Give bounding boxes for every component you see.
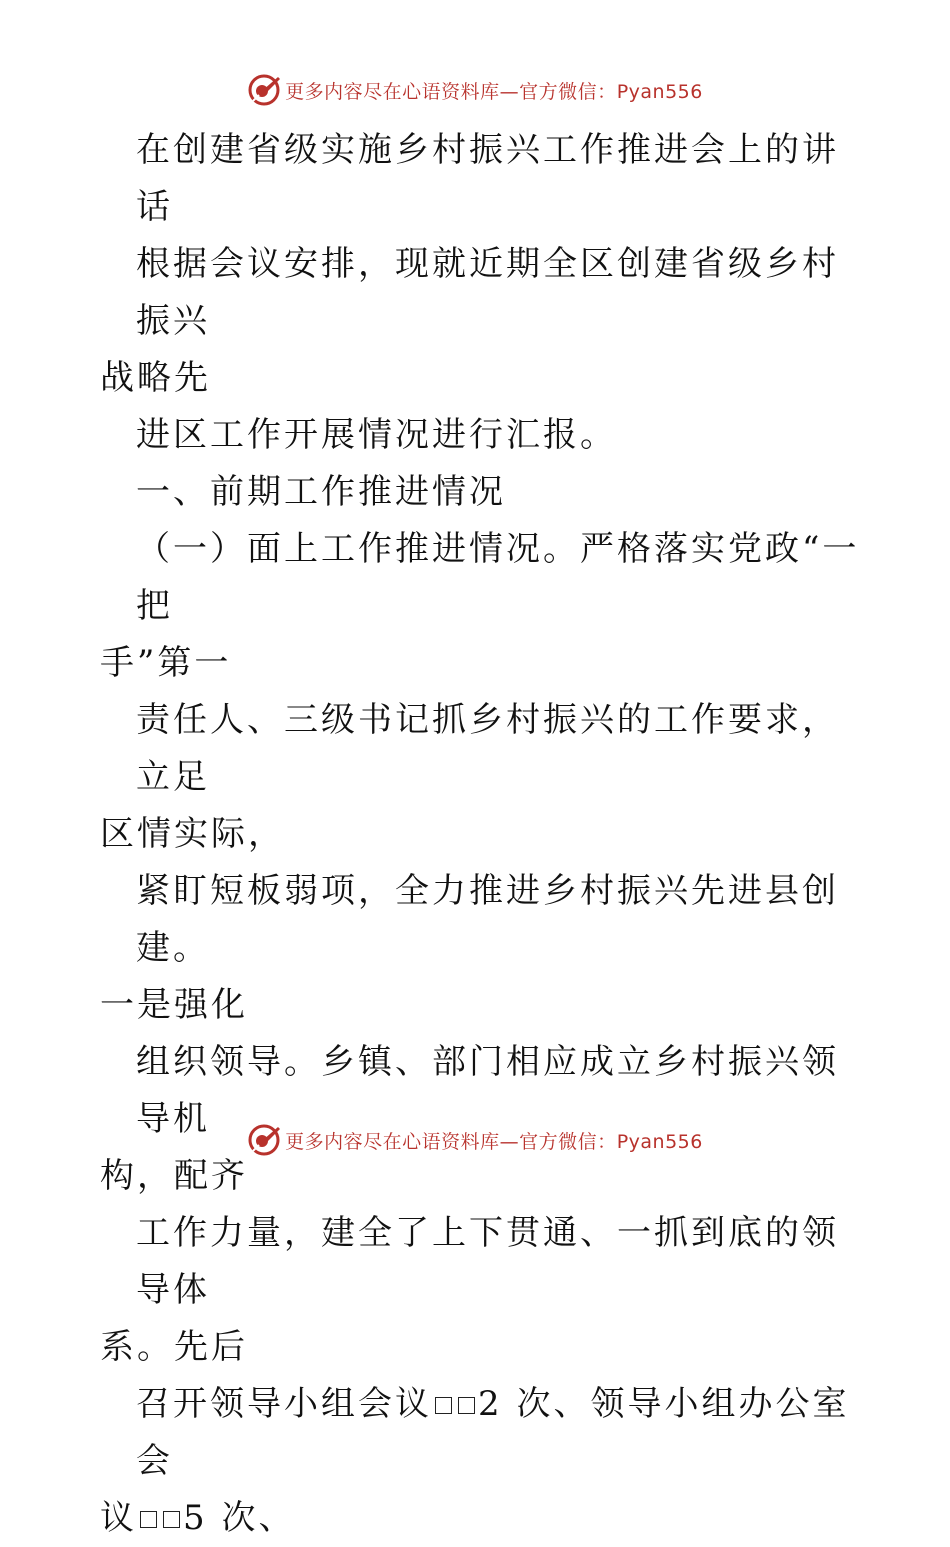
watermark-dash: —: [499, 80, 520, 103]
missing-glyph-box: [140, 1511, 157, 1528]
line-text: 召开领导小组会议: [136, 1384, 432, 1424]
paragraph-line: 构，配齐: [100, 1156, 248, 1196]
paragraph-line: 责任人、三级书记抓乡村振兴的工作要求，立足: [136, 700, 839, 797]
line-text: 5 次、: [183, 1498, 296, 1538]
document-body: [100, 122, 860, 1547]
wechat-id: Pyan556: [616, 80, 703, 103]
line-text: 2 次、领导小组办公室会: [136, 1384, 850, 1481]
paragraph-line: 系。先后: [100, 1327, 248, 1367]
wechat-label: 官方微信：: [519, 80, 617, 103]
missing-glyph-box: [458, 1397, 475, 1414]
watermark-dash: —: [499, 1130, 520, 1153]
paragraph-line: 进区工作开展情况进行汇报。: [136, 415, 617, 455]
paragraph-line: （一）面上工作推进情况。严格落实党政“一把: [136, 529, 860, 626]
missing-glyph-box: [435, 1397, 452, 1414]
paragraph-line: 区情实际，: [100, 814, 285, 854]
pen-logo-icon: [247, 1123, 281, 1157]
paragraph-line: 紧盯短板弱项，全力推进乡村振兴先进县创建。: [136, 871, 839, 968]
wechat-id: Pyan556: [616, 1130, 703, 1153]
watermark-text: [285, 77, 703, 104]
paragraph-line: 战略先: [100, 358, 211, 398]
watermark-main-text: 更多内容尽在心语资料库: [285, 1130, 500, 1153]
paragraph-line: 根据会议安排，现就近期全区创建省级乡村振兴: [136, 244, 839, 341]
paragraph-line: 工作力量，建全了上下贯通、一抓到底的领导体: [136, 1213, 839, 1310]
watermark-text: [285, 1127, 703, 1154]
watermark-banner-bottom: [0, 1120, 950, 1160]
watermark-main-text: 更多内容尽在心语资料库: [285, 80, 500, 103]
line-text: 议: [100, 1498, 137, 1538]
watermark-banner-top: [0, 70, 950, 110]
paragraph-line: 组织领导。乡镇、部门相应成立乡村振兴领导机: [136, 1042, 839, 1139]
paragraph-line: 手”第一: [100, 643, 232, 683]
section-heading: 一、前期工作推进情况: [136, 472, 506, 512]
paragraph-line: [100, 1490, 860, 1547]
paragraph-line: [100, 1376, 860, 1490]
document-title: 在创建省级实施乡村振兴工作推进会上的讲话: [136, 130, 839, 227]
paragraph-line: 一是强化: [100, 985, 248, 1025]
wechat-label: 官方微信：: [519, 1130, 617, 1153]
missing-glyph-box: [163, 1511, 180, 1528]
pen-logo-icon: [247, 73, 281, 107]
